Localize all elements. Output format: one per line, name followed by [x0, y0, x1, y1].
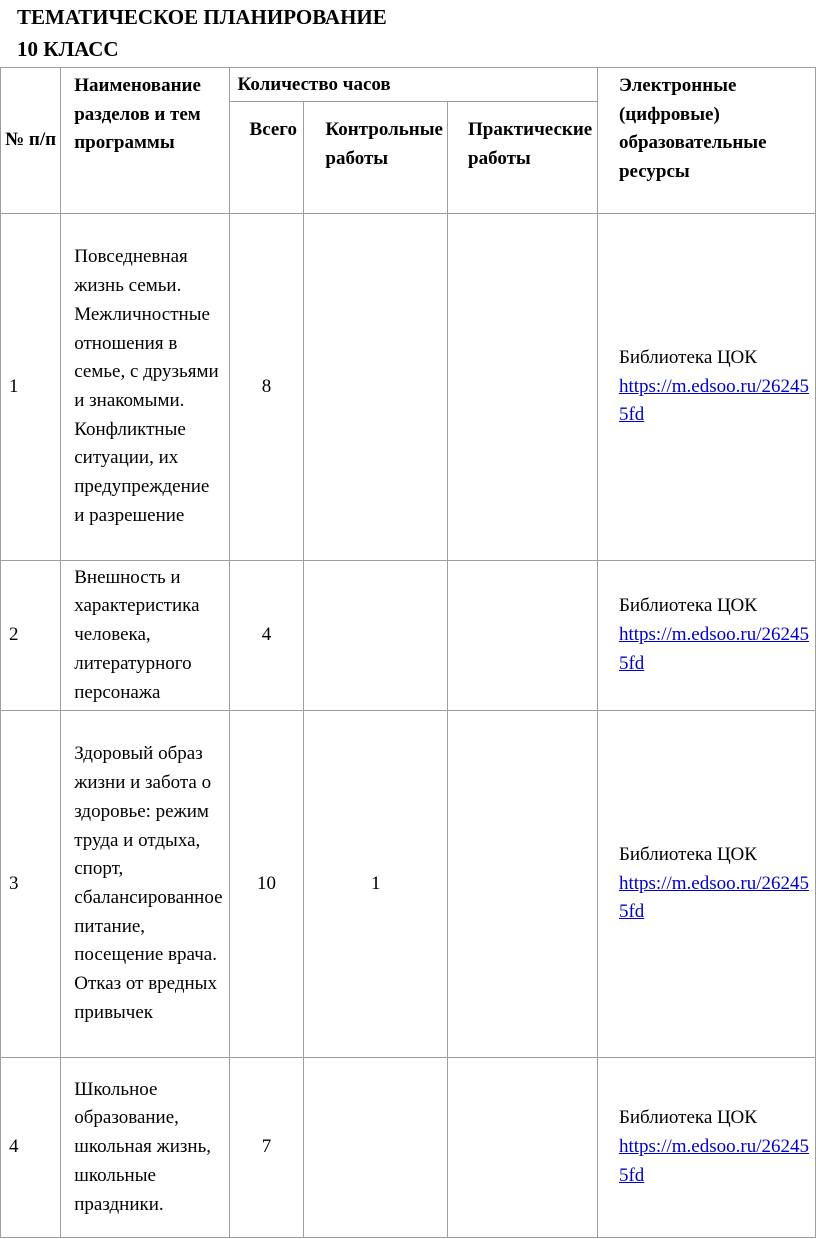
- row-name: Школьное образование, школьная жизнь, школьные праздники.: [61, 1058, 229, 1238]
- row-control: [304, 214, 448, 561]
- table-row: [1, 711, 816, 1058]
- header-practical: Практические работы: [448, 102, 598, 214]
- resource-link[interactable]: https://m.edsoo.ru/262455fd: [618, 872, 809, 923]
- header-total: Всего: [229, 102, 304, 214]
- header-hours: Количество часов: [229, 68, 597, 102]
- resource-label: Библиотека ЦОК: [618, 843, 757, 865]
- resource-label: Библиотека ЦОК: [618, 346, 757, 368]
- resource-label: Библиотека ЦОК: [618, 1107, 757, 1129]
- row-number: 4: [1, 1058, 61, 1238]
- table-row: [1, 214, 816, 561]
- planning-table: [0, 67, 816, 1238]
- row-resources: [597, 214, 815, 561]
- resource-link[interactable]: https://m.edsoo.ru/262455fd: [618, 375, 809, 426]
- row-practical: [448, 1058, 598, 1238]
- row-control: [304, 561, 448, 711]
- header-name: Наименование разделов и тем программы: [61, 68, 229, 214]
- row-practical: [448, 561, 598, 711]
- row-practical: [448, 214, 598, 561]
- row-number: 3: [1, 711, 61, 1058]
- row-resources: [597, 1058, 815, 1238]
- header-control: Контрольные работы: [304, 102, 448, 214]
- row-control: 1: [304, 711, 448, 1058]
- resource-link[interactable]: https://m.edsoo.ru/262455fd: [618, 624, 809, 674]
- row-resources: [597, 561, 815, 711]
- row-name: Повседневная жизнь семьи. Межличностные отношения в семье, с друзьями и знакомыми. Конфликтные ситуации, их предупреждение и разрешение: [61, 214, 229, 561]
- row-number: 1: [1, 214, 61, 561]
- page-title: ТЕМАТИЧЕСКОЕ ПЛАНИРОВАНИЕ: [17, 5, 387, 29]
- row-total: 10: [229, 711, 304, 1058]
- resource-link[interactable]: https://m.edsoo.ru/262455fd: [618, 1136, 809, 1186]
- class-subtitle: 10 КЛАСС: [17, 37, 119, 61]
- row-total: 4: [229, 561, 304, 711]
- header-number: № п/п: [1, 68, 61, 214]
- row-total: 7: [229, 1058, 304, 1238]
- row-resources: [597, 711, 815, 1058]
- table-row: [1, 1058, 816, 1238]
- row-total: 8: [229, 214, 304, 561]
- row-number: 2: [1, 561, 61, 711]
- resource-label: Библиотека ЦОК: [618, 595, 757, 617]
- row-control: [304, 1058, 448, 1238]
- header-resources: Электронные (цифровые) образовательные ресурсы: [597, 68, 815, 214]
- row-name: Внешность и характеристика человека, литературного персонажа: [61, 561, 229, 711]
- row-name: Здоровый образ жизни и забота о здоровье: режим труда и отдыха, спорт, сбалансированное питание, посещение врача. Отказ от вредных привычек: [61, 711, 229, 1058]
- table-row: [1, 561, 816, 711]
- row-practical: [448, 711, 598, 1058]
